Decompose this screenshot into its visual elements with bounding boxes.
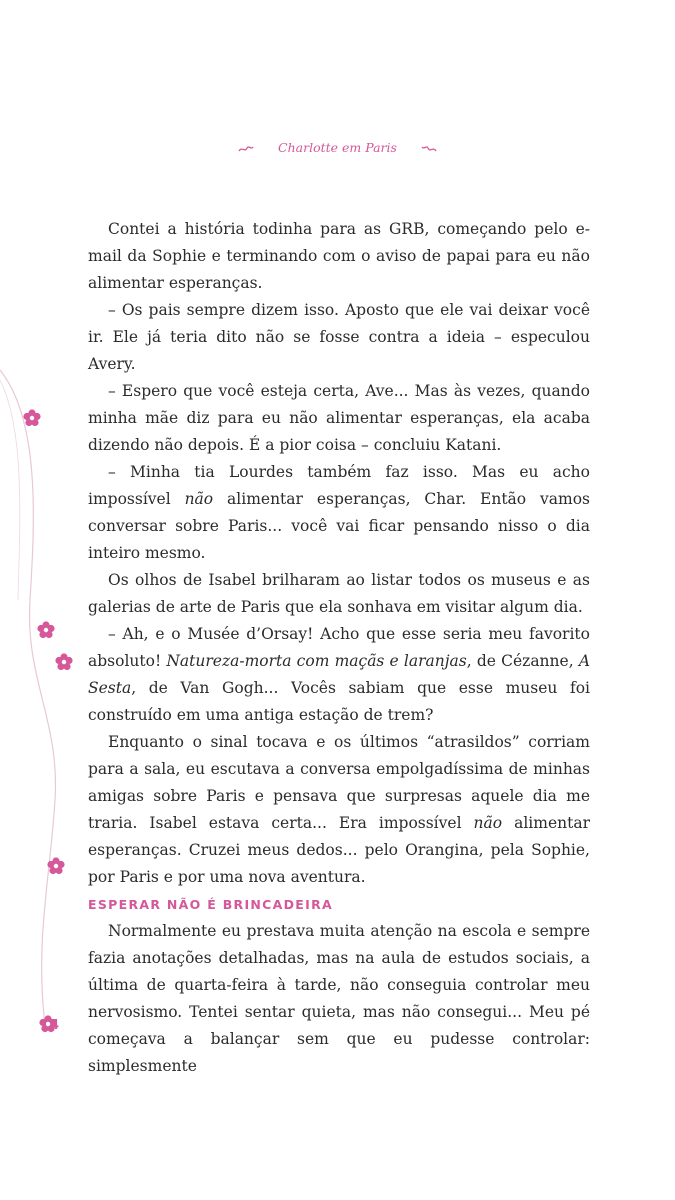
running-title: Charlotte em Paris bbox=[278, 140, 397, 155]
text-run: , de Van Gogh... Vocês sabiam que esse museu foi construído em uma antiga estação de trem? bbox=[88, 679, 590, 724]
italic-text: não bbox=[473, 814, 503, 832]
paragraph bbox=[88, 216, 590, 297]
text-run: alimentar esperanças, Char. Então vamos conversar sobre Paris... você vai ficar pensando nisso o dia inteiro mesmo. bbox=[88, 490, 591, 562]
page-body bbox=[88, 216, 590, 1080]
text-run: Os olhos de Isabel brilharam ao listar todos os museus e as galerias de arte de Paris que ela sonhava em visitar algum dia. bbox=[88, 571, 590, 616]
text-run: – Ah, e o Musée d’Orsay! Acho que esse seria meu favorito absoluto! bbox=[88, 625, 590, 670]
paragraph bbox=[88, 378, 590, 459]
italic-text: A Sesta bbox=[88, 652, 591, 697]
text-run: , de Cézanne, bbox=[466, 652, 579, 670]
flourish-right-icon bbox=[421, 144, 437, 154]
text-run: – Espero que você esteja certa, Ave... Mas às vezes, quando minha mãe diz para eu não alimentar esperanças, ela acaba dizendo não depois. É a pior coisa – concluiu Katani. bbox=[88, 382, 590, 454]
paragraph bbox=[88, 621, 590, 729]
paragraph bbox=[88, 297, 590, 378]
paragraph bbox=[88, 918, 590, 1080]
text-run: – Minha tia Lourdes também faz isso. Mas eu acho impossível bbox=[88, 463, 590, 508]
text-run: Contei a história todinha para as GRB, começando pelo e-mail da Sophie e terminando com o aviso de papai para eu não alimentar esperanças. bbox=[88, 220, 590, 292]
section-paragraph-list bbox=[88, 918, 590, 1080]
text-run: Normalmente eu prestava muita atenção na escola e sempre fazia anotações detalhadas, mas na aula de estudos sociais, a última de quarta-feira à tarde, não conseguia controlar meu nervosismo. Tentei sentar quieta, mas não consegui... Meu pé começava a balançar sem que eu pudesse controlar: simplesmente bbox=[88, 922, 590, 1075]
paragraph bbox=[88, 567, 590, 621]
text-run: Enquanto o sinal tocava e os últimos “atrasildos” corriam para a sala, eu escutava a conversa empolgadíssima de minhas amigas sobre Paris e pensava que surpresas aquele dia me traria. Isabel estava certa... Era impossível bbox=[88, 733, 590, 832]
text-run: alimentar esperanças. Cruzei meus dedos... pelo Orangina, pela Sophie, por Paris e por uma nova aventura. bbox=[88, 814, 590, 886]
flower-icon bbox=[36, 620, 56, 640]
text-run: – Os pais sempre dizem isso. Aposto que ele vai deixar você ir. Ele já teria dito não se fosse contra a ideia – especulou Avery. bbox=[88, 301, 590, 373]
italic-text: Natureza-morta com maçãs e laranjas bbox=[166, 652, 467, 670]
paragraph-list bbox=[88, 216, 590, 891]
page-number: 14 bbox=[40, 1018, 61, 1033]
paragraph bbox=[88, 459, 590, 567]
paragraph bbox=[88, 729, 590, 891]
flourish-left-icon bbox=[238, 144, 254, 154]
italic-text: não bbox=[184, 490, 214, 508]
running-header bbox=[0, 140, 675, 155]
flower-icon bbox=[22, 408, 42, 428]
flower-icon bbox=[54, 652, 74, 672]
flower-icon bbox=[46, 856, 66, 876]
section-heading: ESPERAR NÃO É BRINCADEIRA bbox=[88, 897, 333, 912]
